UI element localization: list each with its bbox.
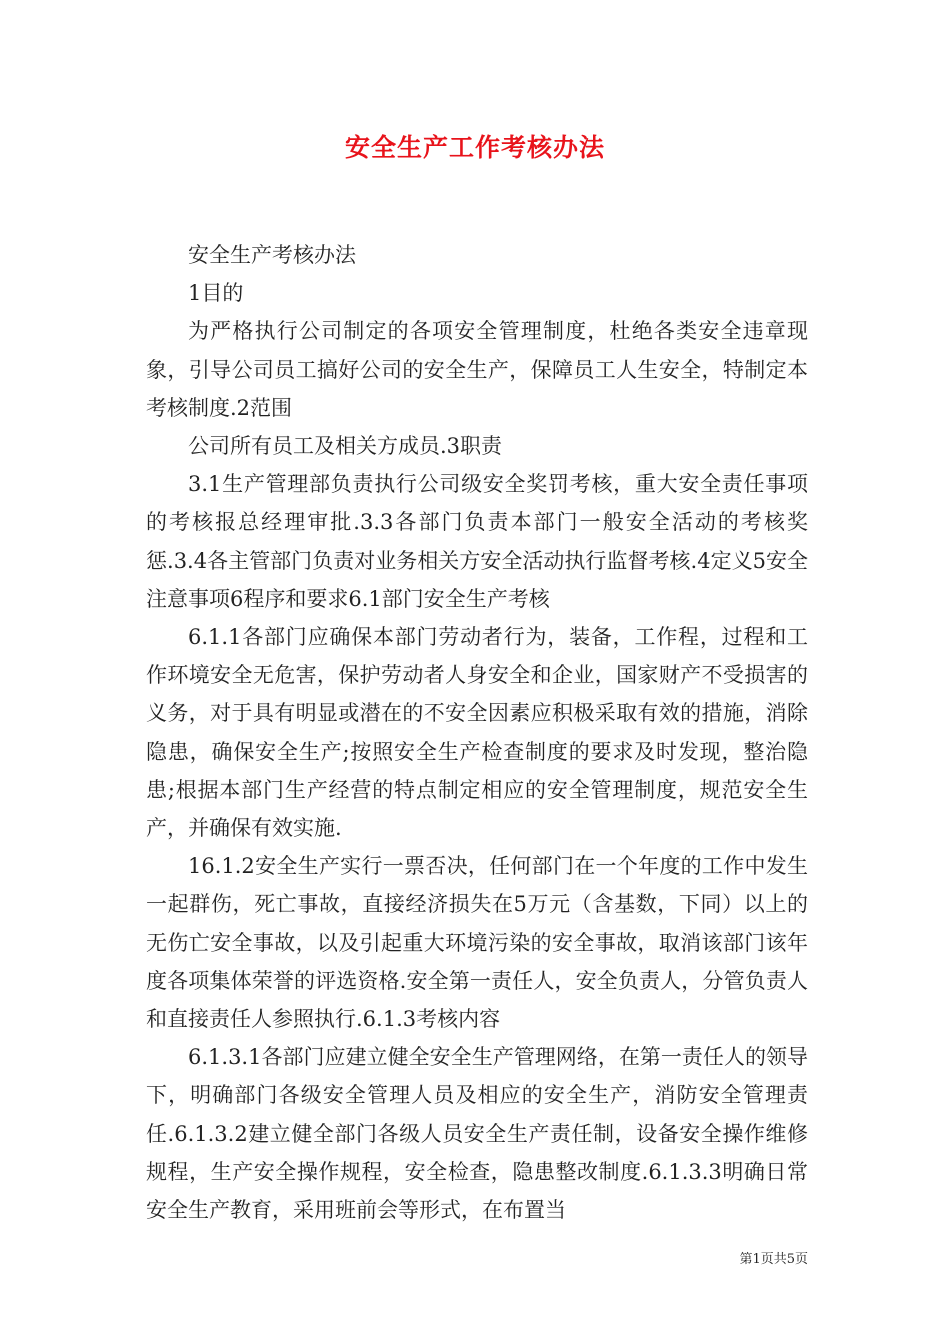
document-body [146, 236, 808, 1229]
paragraph-duties-text: 3.1生产管理部负责执行公司级安全奖罚考核，重大安全责任事项的考核报总经理审批.3.3各部门负责本部门一般安全活动的考核奖惩.3.4各主管部门负责对业务相关方安全活动执行监督考核.4定义5安全注意事项6程序和要求6.1部门安全生产考核 [146, 472, 808, 611]
paragraph-6-1-3: 6.1.3.1各部门应建立健全安全生产管理网络，在第一责任人的领导下，明确部门各级安全管理人员及相应的安全生产，消防安全管理责任.6.1.3.2建立健全部门各级人员安全生产责任制，设备安全操作维修规程，生产安全操作规程，安全检查，隐患整改制度.6.1.3.3明确日常安全生产教育，采用班前会等形式，在布置当 [146, 1045, 808, 1223]
paragraph-6-1-1: 6.1.1各部门应确保本部门劳动者行为，装备，工作程，过程和工作环境安全无危害，保护劳动者人身安全和企业，国家财产不受损害的义务，对于具有明显或潜在的不安全因素应积极采取有效的措施，消除隐患，确保安全生产;按照安全生产检查制度的要求及时发现，整治隐患;根据本部门生产经营的特点制定相应的安全管理制度，规范安全生产，并确保有效实施. [146, 625, 808, 841]
document-title: 安全生产工作考核办法 [344, 133, 605, 162]
paragraph-6-1-2: 16.1.2安全生产实行一票否决，任何部门在一个年度的工作中发生一起群伤，死亡事故，直接经济损失在5万元（含基数，下同）以上的无伤亡安全事故，以及引起重大环境污染的安全事故，取消该部门该年度各项集体荣誉的评选资格.安全第一责任人，安全负责人，分管负责人和直接责任人参照执行.6.1.3考核内容 [146, 854, 808, 1032]
paragraph-purpose-text: 为严格执行公司制定的各项安全管理制度，杜绝各类安全违章现象，引导公司员工搞好公司的安全生产，保障员工人生安全，特制定本考核制度.2范围 [146, 319, 808, 420]
paragraph-heading: 安全生产考核办法 [188, 243, 356, 267]
paragraph-section-purpose: 1目的 [188, 281, 244, 306]
paragraph-scope-text: 公司所有员工及相关方成员.3职责 [188, 434, 503, 459]
page-number-footer: 第1页共5页 [739, 1252, 808, 1267]
